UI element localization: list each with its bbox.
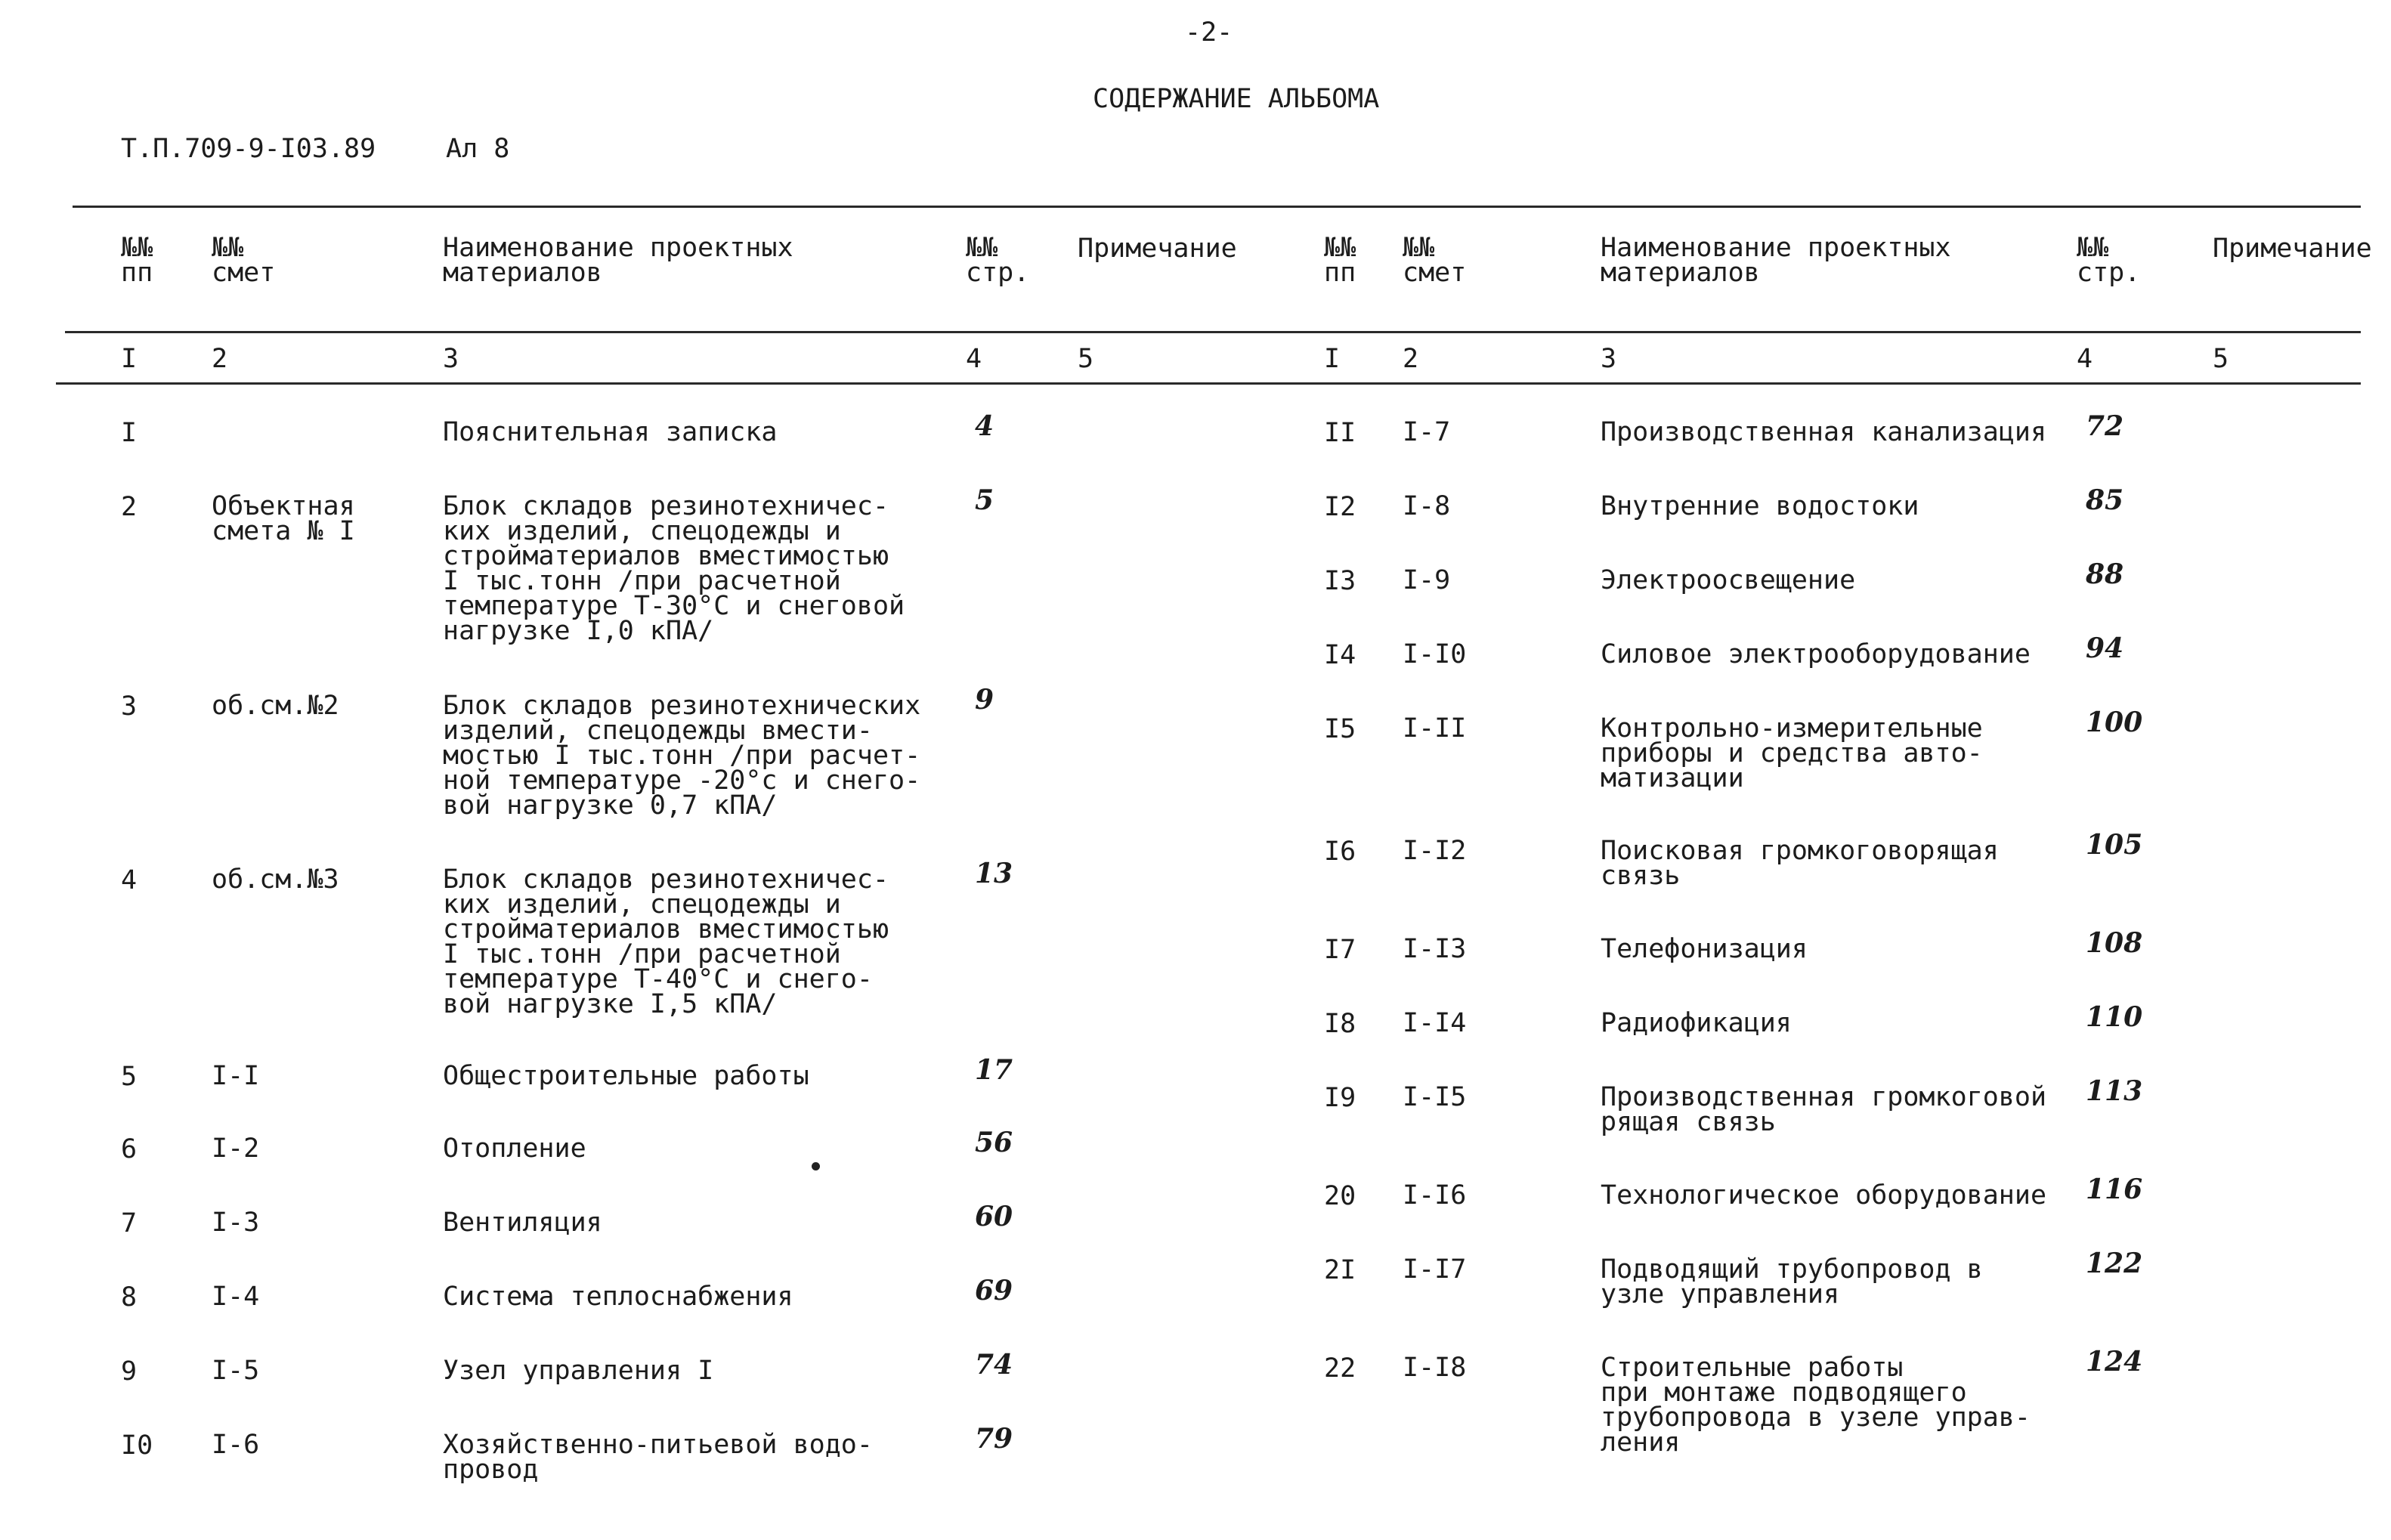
toc-right-row-12-smeta: I-I8: [1403, 1353, 1467, 1383]
toc-right-row-7-page: 108: [2086, 927, 2143, 959]
toc-left-row-10-name: Хозяйственно-питьевой водо- провод: [443, 1430, 873, 1485]
toc-left-row-8-page: 69: [975, 1275, 1013, 1307]
col-header-page-right: №№ стр.: [2077, 233, 2141, 288]
toc-left-row-8-name: Система теплоснабжения: [443, 1282, 793, 1312]
toc-left-row-3-page: 9: [975, 684, 994, 716]
toc-right-row-4-name: Силовое электрооборудование: [1601, 639, 2031, 669]
toc-left-row-2-smeta: Объектная смета № I: [212, 491, 355, 546]
document-code: Т.П.709-9-I03.89: [121, 134, 376, 164]
toc-right-row-5-page: 100: [2086, 707, 2143, 738]
toc-right-row-6-name: Поисковая громкоговорящая связь: [1601, 836, 1999, 891]
toc-left-row-2-name: Блок складов резинотехничес- ких изделий, спецодежды и стройматериалов вместимостью I тыс.тонн /при расчетной температуре Т-30°С и снеговой нагрузке I,0 кПА/: [443, 491, 905, 646]
toc-right-row-9-name: Производственная громкоговой рящая связь: [1601, 1082, 2047, 1137]
toc-left-row-7-page: 60: [975, 1201, 1013, 1232]
toc-right-row-11-number: 2I: [1324, 1255, 1356, 1285]
toc-left-row-7-number: 7: [121, 1208, 138, 1238]
toc-right-row-5-name: Контрольно-измерительные приборы и средства авто- матизации: [1601, 713, 1983, 793]
toc-left-row-1-number: I: [121, 418, 138, 448]
column-number-right-4: 4: [2077, 344, 2093, 374]
toc-left-row-1-name: Пояснительная записка: [443, 417, 778, 447]
col-header-smeta-left: №№ смет: [212, 233, 276, 288]
col-header-smeta-right: №№ смет: [1403, 233, 1467, 288]
toc-right-row-3-name: Электроосвещение: [1601, 565, 1856, 595]
toc-left-row-9-smeta: I-5: [212, 1356, 260, 1386]
toc-left-row-5-smeta: I-I: [212, 1061, 260, 1091]
toc-left-row-10-page: 79: [975, 1423, 1013, 1455]
toc-right-row-8-smeta: I-I4: [1403, 1008, 1467, 1038]
toc-right-row-11-page: 122: [2086, 1248, 2143, 1279]
toc-right-row-4-page: 94: [2086, 632, 2124, 664]
toc-left-row-10-smeta: I-6: [212, 1430, 260, 1460]
col-header-name-left: Наименование проектных материалов: [443, 233, 793, 288]
toc-left-row-7-smeta: I-3: [212, 1208, 260, 1238]
toc-right-row-7-smeta: I-I3: [1403, 934, 1467, 964]
toc-right-row-10-smeta: I-I6: [1403, 1180, 1467, 1211]
toc-right-row-3-smeta: I-9: [1403, 565, 1451, 595]
toc-right-row-1-smeta: I-7: [1403, 417, 1451, 447]
toc-right-row-9-number: I9: [1324, 1083, 1356, 1113]
toc-right-row-12-name: Строительные работы при монтаже подводящего трубопровода в узеле управ- ления: [1601, 1353, 2031, 1458]
toc-left-row-9-name: Узел управления I: [443, 1356, 714, 1386]
toc-left-row-3-name: Блок складов резинотехнических изделий, спецодежды вмести- мостью I тыс.тонн /при расчет- ной температуре -20°с и снего- вой нагрузке 0,7 кПА/: [443, 691, 921, 821]
toc-right-row-2-page: 85: [2086, 484, 2124, 516]
col-header-note-left: Примечание: [1078, 233, 1237, 264]
toc-right-row-1-number: II: [1324, 418, 1356, 448]
toc-left-row-3-number: 3: [121, 691, 138, 722]
toc-left-row-4-name: Блок складов резинотехничес- ких изделий, спецодежды и стройматериалов вместимостью I тыс.тонн /при расчетной температуре Т-40°С и снего- вой нагрузке I,5 кПА/: [443, 864, 889, 1019]
toc-right-row-7-name: Телефонизация: [1601, 934, 1808, 964]
toc-right-row-6-number: I6: [1324, 836, 1356, 867]
toc-left-row-6-name: Отопление: [443, 1133, 586, 1164]
toc-right-row-11-name: Подводящий трубопровод в узле управления: [1601, 1254, 1983, 1310]
toc-right-row-5-smeta: I-II: [1403, 713, 1467, 744]
col-header-note-right: Примечание: [2213, 233, 2372, 264]
column-number-right-1: I: [1324, 344, 1341, 374]
toc-right-row-3-page: 88: [2086, 558, 2124, 590]
toc-right-row-4-smeta: I-I0: [1403, 639, 1467, 669]
album-title: СОДЕРЖАНИЕ АЛЬБОМА: [1093, 84, 1380, 114]
toc-right-row-2-name: Внутренние водостоки: [1601, 491, 1919, 521]
column-number-left-5: 5: [1078, 344, 1094, 374]
toc-left-row-1-page: 4: [975, 410, 994, 442]
toc-right-row-10-name: Технологическое оборудование: [1601, 1180, 2047, 1211]
toc-right-row-8-number: I8: [1324, 1009, 1356, 1039]
toc-left-row-6-page: 56: [975, 1127, 1013, 1158]
toc-left-row-5-number: 5: [121, 1062, 138, 1092]
toc-right-row-10-page: 116: [2086, 1174, 2143, 1205]
toc-left-row-7-name: Вентиляция: [443, 1208, 602, 1238]
column-numbers-rule: [56, 382, 2361, 385]
column-number-left-1: I: [121, 344, 138, 374]
col-header-number-left: №№ пп: [121, 233, 153, 288]
column-number-left-4: 4: [966, 344, 982, 374]
toc-right-row-7-number: I7: [1324, 935, 1356, 965]
toc-right-row-4-number: I4: [1324, 640, 1356, 670]
toc-left-row-10-number: I0: [121, 1430, 153, 1461]
toc-left-row-3-smeta: об.см.№2: [212, 691, 339, 721]
toc-right-row-2-smeta: I-8: [1403, 491, 1451, 521]
toc-left-row-8-number: 8: [121, 1282, 138, 1313]
toc-left-row-4-smeta: об.см.№3: [212, 864, 339, 895]
column-number-right-2: 2: [1403, 344, 1419, 374]
column-number-right-5: 5: [2213, 344, 2229, 374]
toc-right-row-1-page: 72: [2086, 410, 2124, 442]
toc-right-row-6-page: 105: [2086, 829, 2143, 861]
column-number-right-3: 3: [1601, 344, 1617, 374]
toc-left-row-4-page: 13: [975, 858, 1013, 889]
toc-right-row-8-name: Радиофикация: [1601, 1008, 1792, 1038]
toc-right-row-2-number: I2: [1324, 492, 1356, 522]
toc-right-row-6-smeta: I-I2: [1403, 836, 1467, 866]
toc-left-row-8-smeta: I-4: [212, 1282, 260, 1312]
album-number: Ал 8: [446, 134, 510, 164]
toc-left-row-5-name: Общестроительные работы: [443, 1061, 809, 1091]
toc-right-row-9-page: 113: [2086, 1075, 2143, 1107]
toc-right-row-10-number: 20: [1324, 1181, 1356, 1211]
toc-right-row-11-smeta: I-I7: [1403, 1254, 1467, 1285]
toc-right-row-9-smeta: I-I5: [1403, 1082, 1467, 1112]
column-number-left-3: 3: [443, 344, 459, 374]
toc-left-row-2-number: 2: [121, 492, 138, 522]
column-number-left-2: 2: [212, 344, 228, 374]
toc-left-row-6-number: 6: [121, 1134, 138, 1164]
page-number: -2-: [1185, 17, 1233, 48]
toc-right-row-1-name: Производственная канализация: [1601, 417, 2047, 447]
toc-right-row-12-number: 22: [1324, 1353, 1356, 1384]
table-top-rule: [73, 206, 2361, 208]
col-header-number-right: №№ пп: [1324, 233, 1356, 288]
col-header-name-right: Наименование проектных материалов: [1601, 233, 1951, 288]
toc-left-row-4-number: 4: [121, 865, 138, 895]
toc-right-row-12-page: 124: [2086, 1346, 2143, 1378]
toc-right-row-8-page: 110: [2086, 1001, 2143, 1033]
col-header-page-left: №№ стр.: [966, 233, 1030, 288]
toc-left-row-6-smeta: I-2: [212, 1133, 260, 1164]
toc-left-row-2-page: 5: [975, 484, 994, 516]
toc-right-row-5-number: I5: [1324, 714, 1356, 744]
stray-dot: [812, 1162, 820, 1170]
toc-left-row-9-number: 9: [121, 1356, 138, 1387]
header-bottom-rule: [65, 331, 2361, 333]
toc-left-row-9-page: 74: [975, 1349, 1013, 1381]
toc-right-row-3-number: I3: [1324, 566, 1356, 596]
toc-left-row-5-page: 17: [975, 1054, 1013, 1086]
